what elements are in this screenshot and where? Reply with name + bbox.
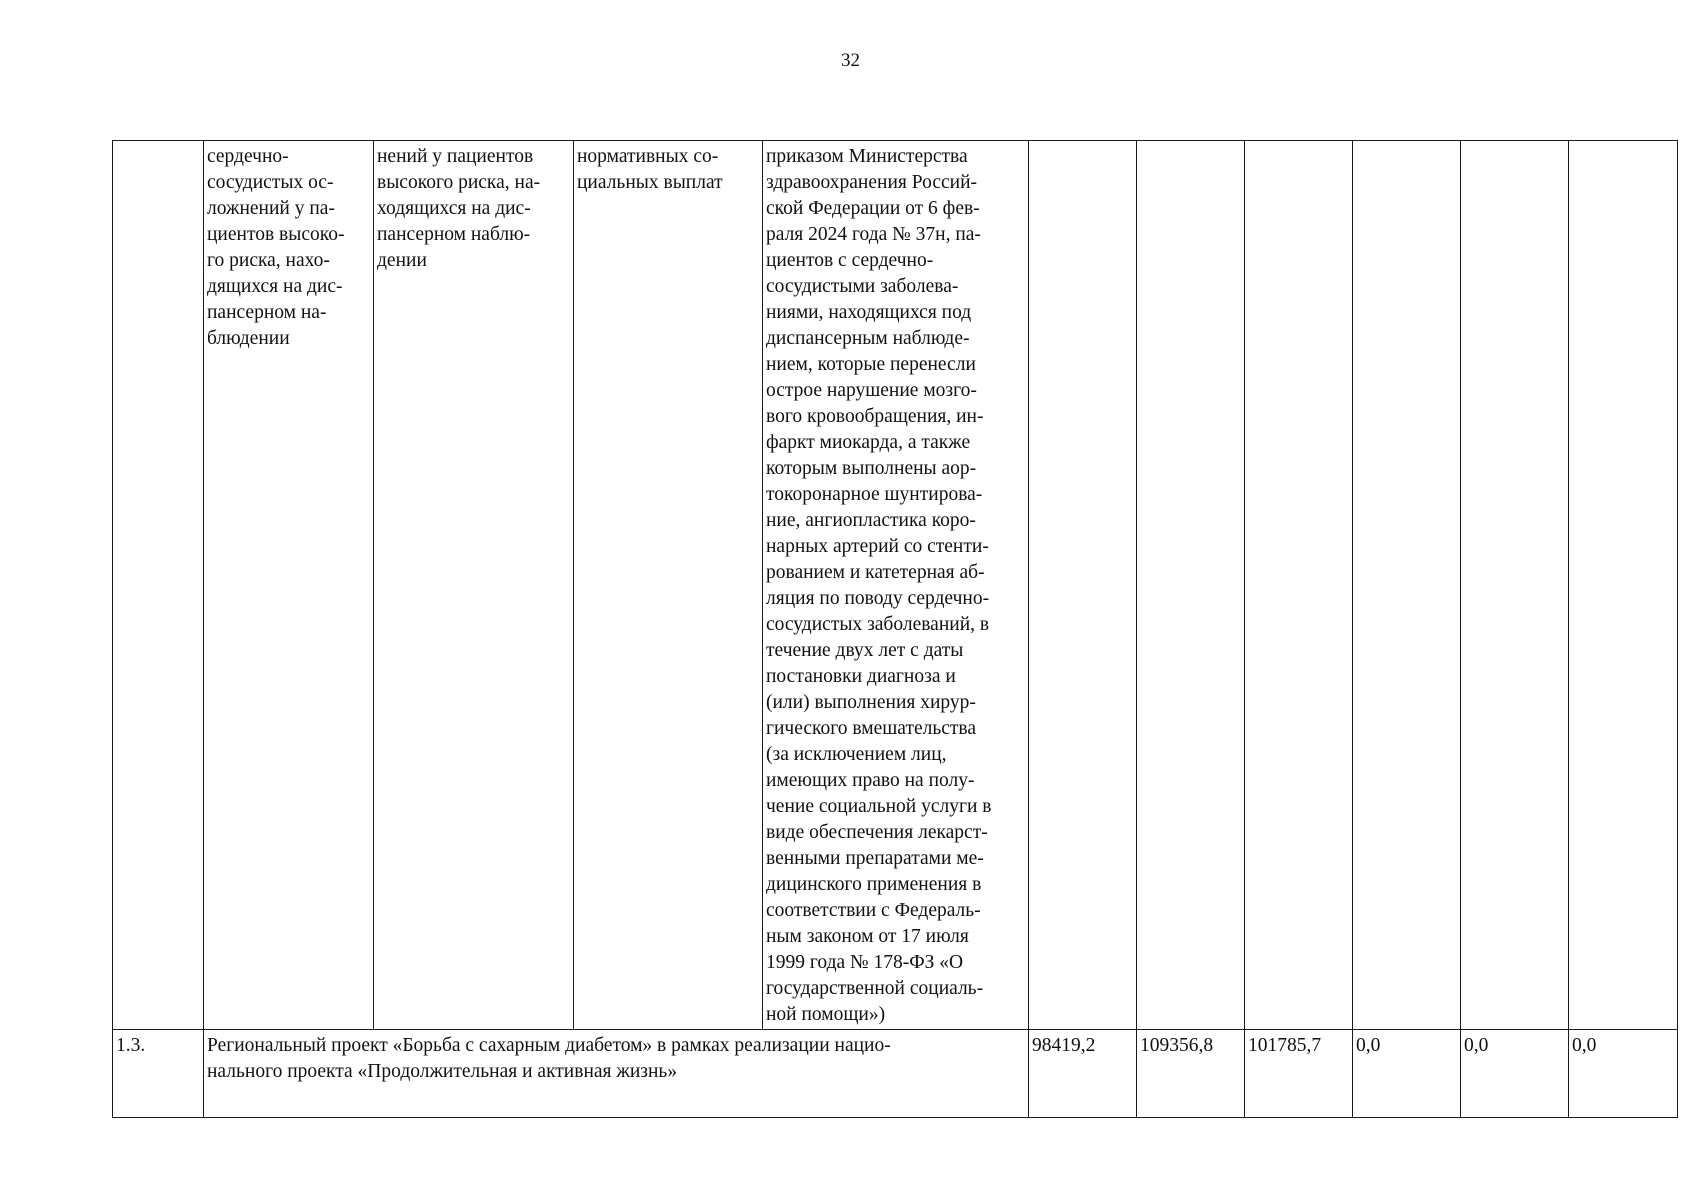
project-value-cell: 109356,8 [1137, 1030, 1245, 1118]
project-number-cell: 1.3. [113, 1030, 204, 1118]
project-title-cell [204, 1030, 1029, 1118]
description-cell [763, 141, 1029, 1030]
project-value-cell: 0,0 [1461, 1030, 1569, 1118]
project-value-cell: 0,0 [1353, 1030, 1461, 1118]
type-cell [574, 141, 763, 1030]
type-text: нормативных со- циальных выплат [577, 146, 723, 193]
description-text: приказом Министерства здравоохранения Россий- ской Федерации от 6 фев- раля 2024 года № 37н, па- циентов с сердечно- сосудистыми заболева- ниями, находящихся под диспансерным наблюде- нием, которые перенесли острое нарушение мозго- вого кровообращения, ин- фаркт миокарда, а также которым выполнены аор- токоронарное шунтирова- ние, ангиопластика коро- нарных артерий со стенти- рованием и катетерная аб- ляция по поводу сердечно- сосудистых заболеваний, в течение двух лет с даты постановки диагноза и (или) выполнения хирур- гического вмешательства (за исключением лиц, имеющих право на полу- чение социальной услуги в виде обеспечения лекарст- венными препаратами ме- дицинского применения в соответствии с Федераль- ным законом от 17 июля 1999 года № 178-ФЗ «О государственной социаль- ной помощи») [766, 146, 992, 1025]
indicator-cell [204, 141, 374, 1030]
value-cell [1029, 141, 1137, 1030]
project-value-cell: 101785,7 [1245, 1030, 1353, 1118]
program-table [112, 140, 1678, 1118]
table-row-project [113, 1030, 1678, 1118]
project-title-text: Региональный проект «Борьба с сахарным диабетом» в рамках реализации нацио- нального проекта «Продолжительная и активная жизнь» [207, 1035, 891, 1082]
value-cell [1245, 141, 1353, 1030]
value-cell [1137, 141, 1245, 1030]
value-cell [1569, 141, 1678, 1030]
value-cell [1353, 141, 1461, 1030]
table-row-continuation [113, 141, 1678, 1030]
page-number: 32 [841, 50, 860, 71]
project-value-cell: 0,0 [1569, 1030, 1678, 1118]
result-cell [374, 141, 574, 1030]
row-number-cell [113, 141, 204, 1030]
project-value-cell: 98419,2 [1029, 1030, 1137, 1118]
indicator-text: сердечно- сосудистых ос- ложнений у па- циентов высоко- го риска, нахо- дящихся на дис- пансерном на- блюдении [207, 146, 345, 349]
value-cell [1461, 141, 1569, 1030]
result-text: нений у пациентов высокого риска, на- ходящихся на дис- пансерном наблю- дении [377, 146, 541, 271]
